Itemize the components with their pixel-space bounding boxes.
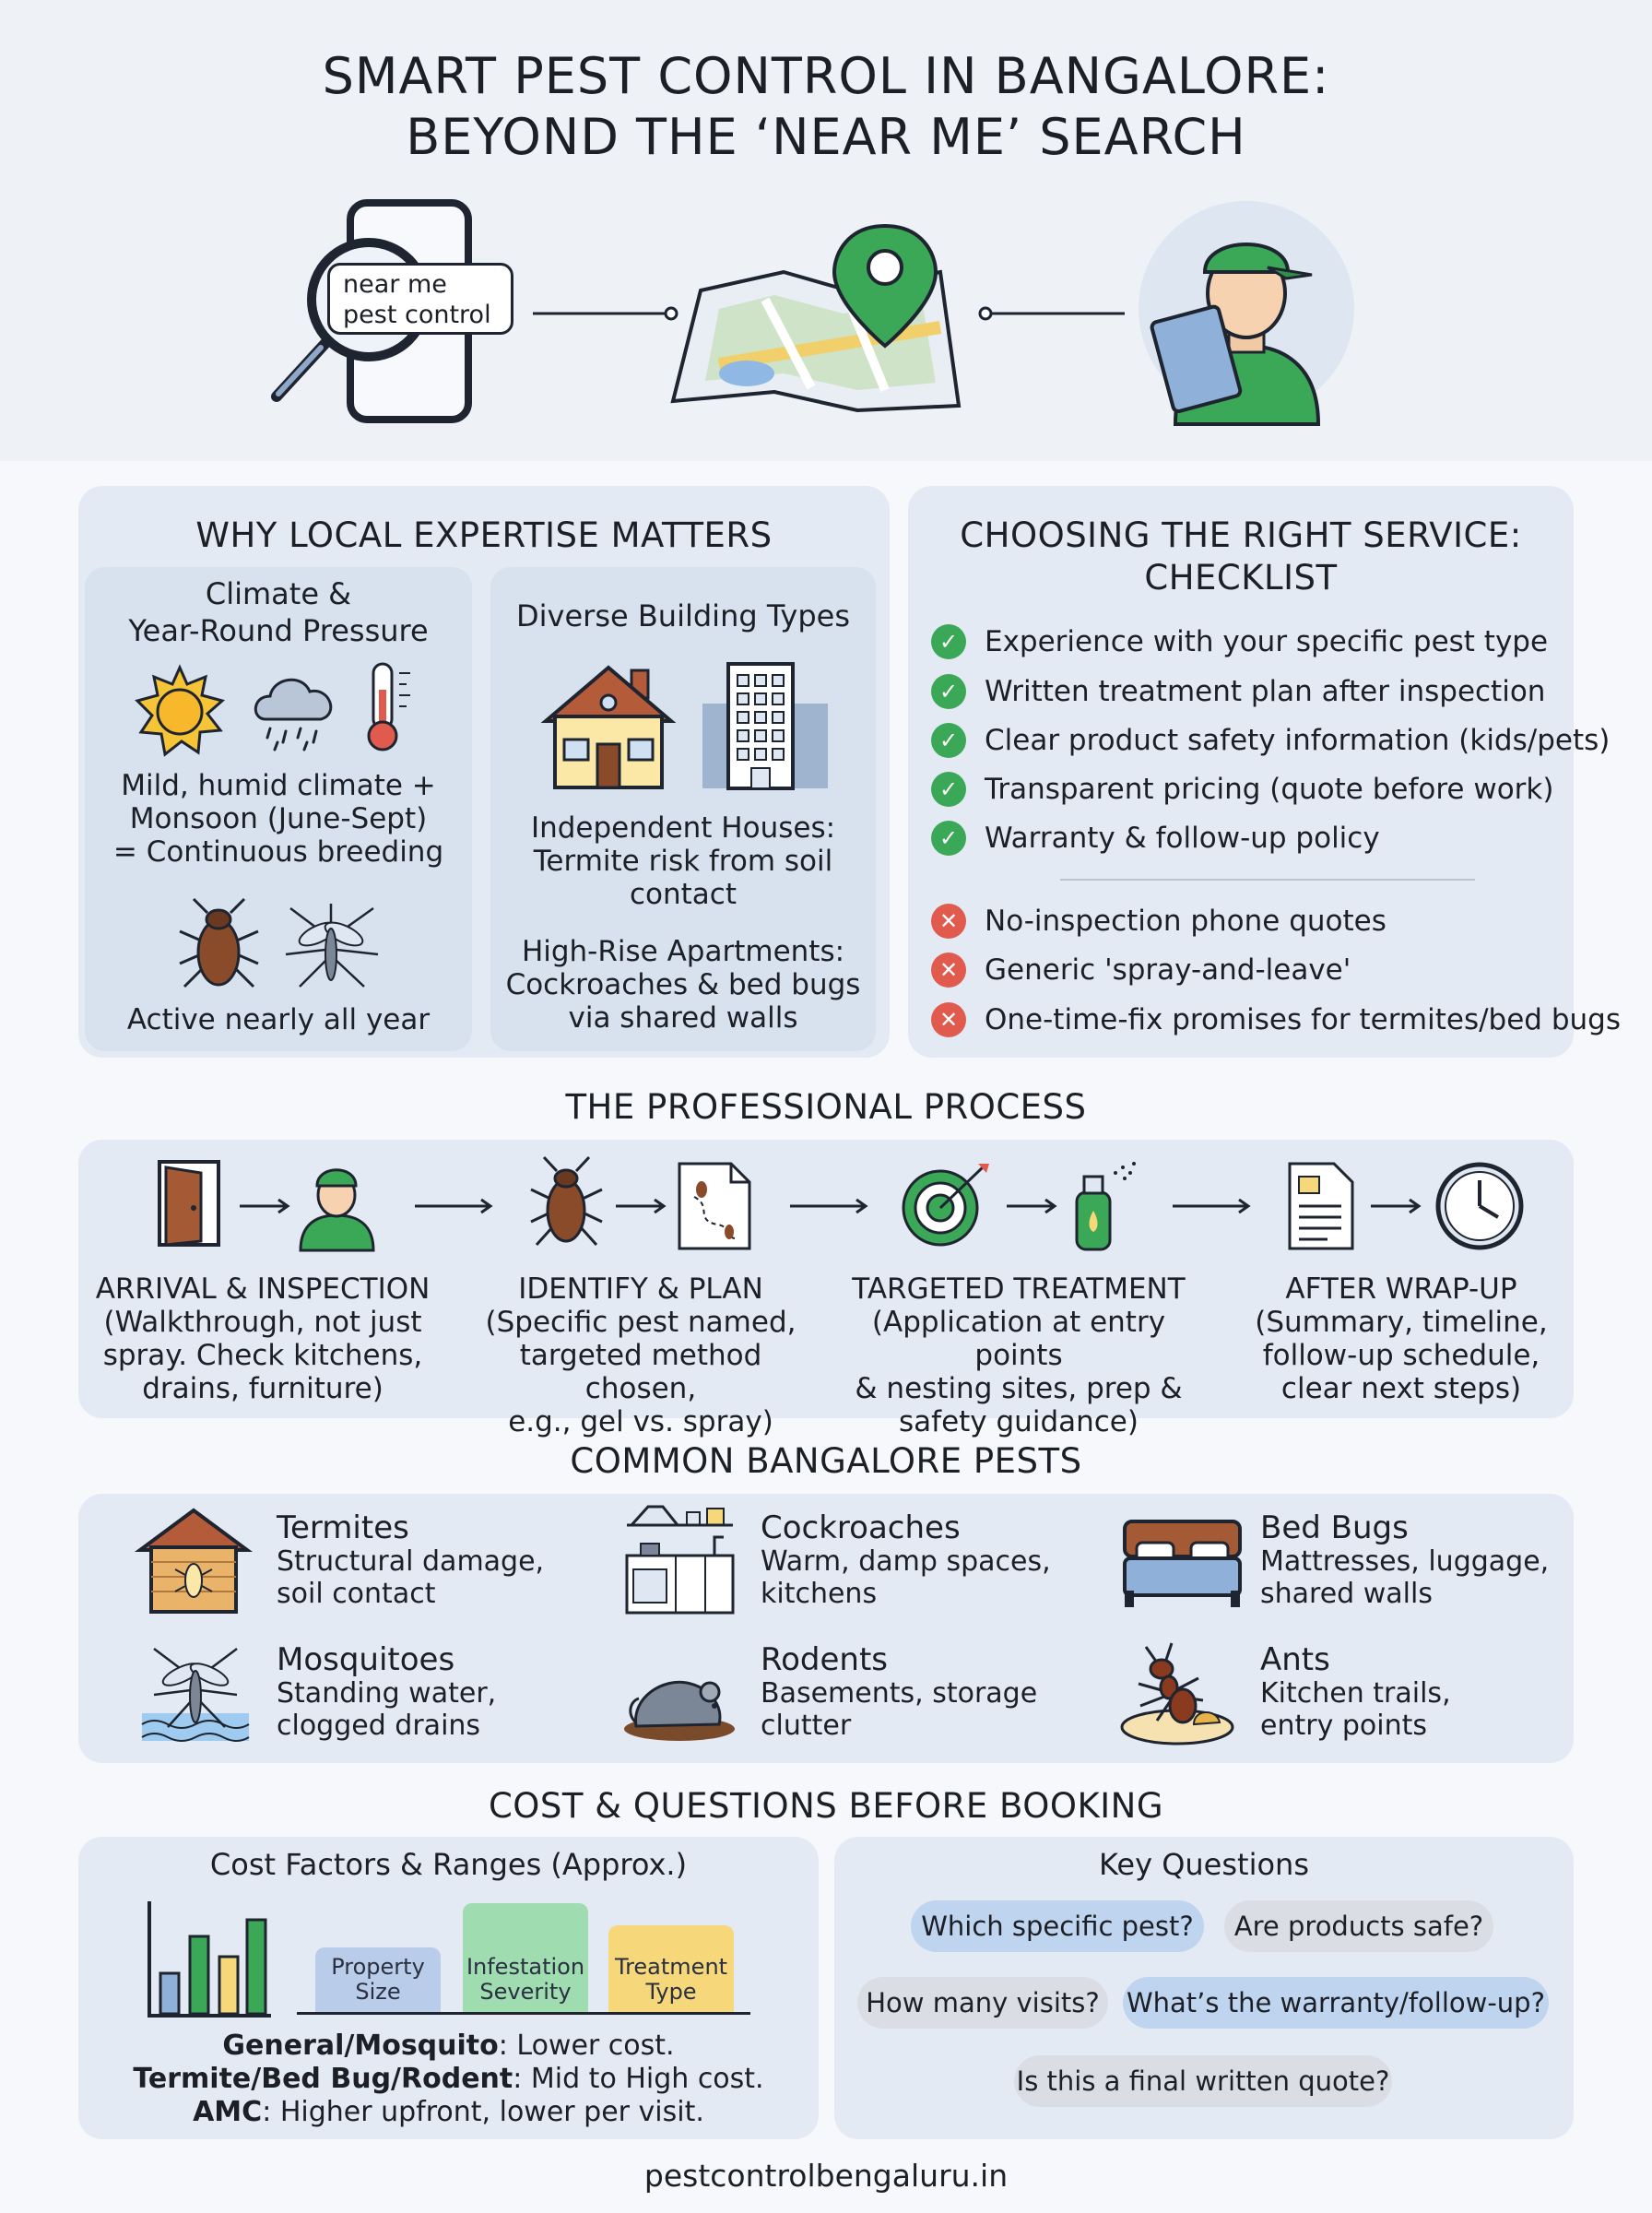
pest-desc-line: clutter: [761, 1710, 852, 1742]
pest-name: Cockroaches: [761, 1509, 961, 1546]
cost-factor-label: Severity: [479, 1979, 572, 2005]
question-bubble-warranty: What’s the warranty/follow-up?: [1123, 1977, 1549, 2029]
mosquito-water-icon: [140, 1639, 251, 1748]
checklist-heading-line-1: CHOOSING THE RIGHT SERVICE:: [960, 515, 1522, 555]
pest-desc-line: entry points: [1260, 1710, 1427, 1742]
step-title: TARGETED TREATMENT: [852, 1272, 1186, 1306]
cost-range-value: : Lower cost.: [498, 2030, 675, 2062]
local-expertise-heading: WHY LOCAL EXPERTISE MATTERS: [195, 515, 773, 555]
cockroach-process-icon: [527, 1157, 606, 1249]
cost-heading: COST & QUESTIONS BEFORE BOOKING: [488, 1786, 1164, 1826]
step-desc-line: (Summary, timeline,: [1255, 1306, 1548, 1339]
pest-desc-line: Kitchen trails,: [1260, 1677, 1451, 1710]
pest-desc-line: Standing water,: [277, 1677, 497, 1710]
checklist-bad-label: Generic 'spray-and-leave': [985, 953, 1351, 987]
arrow-long-icon: [788, 1197, 871, 1215]
question-bubble-safety: Are products safe?: [1224, 1900, 1493, 1952]
cost-range-category: General/Mosquito: [222, 2030, 499, 2062]
climate-title-line-2: Year-Round Pressure: [128, 613, 429, 648]
step-title: IDENTIFY & PLAN: [518, 1272, 763, 1306]
plan-document-icon: [676, 1160, 754, 1252]
apts-desc-line-2: Cockroaches & bed bugs: [505, 968, 861, 1001]
checklist-bad-label: One-time-fix promises for termites/bed bugs: [985, 1003, 1621, 1036]
checklist-heading: [908, 515, 1574, 599]
climate-desc-line-3: = Continuous breeding: [112, 835, 444, 869]
arrow-icon: [614, 1197, 669, 1215]
step-desc-line: safety guidance): [899, 1405, 1139, 1438]
climate-title: [85, 575, 472, 649]
arrow-icon: [1369, 1197, 1424, 1215]
cost-chart-baseline: [297, 2012, 750, 2015]
pest-desc-line: shared walls: [1260, 1578, 1433, 1610]
cost-range-category: AMC: [193, 2096, 263, 2128]
check-icon: ✓: [931, 821, 966, 856]
cost-range-category: Termite/Bed Bug/Rodent: [133, 2063, 513, 2095]
process-step-1: [88, 1272, 438, 1405]
connector-line-icon-2: [973, 304, 1129, 323]
pest-desc-line: Mattresses, luggage,: [1260, 1545, 1550, 1578]
step-desc-line: (Walkthrough, not just: [103, 1306, 422, 1339]
checklist-divider: [1060, 879, 1475, 881]
cross-icon: ✕: [931, 953, 966, 988]
cost-ranges: [78, 2030, 819, 2129]
pest-desc-line: Warm, damp spaces,: [761, 1545, 1051, 1578]
pest-name: Mosquitoes: [277, 1641, 455, 1678]
arrow-icon: [1005, 1197, 1060, 1215]
connector-line-icon: [533, 304, 680, 323]
thermometer-icon: [364, 662, 419, 754]
cockroach-icon: [175, 899, 263, 991]
question-bubble-quote: Is this a final written quote?: [1014, 2055, 1392, 2107]
target-icon: [899, 1162, 991, 1249]
search-bubble-line-1: near me: [343, 270, 447, 299]
checklist-good-item: [931, 623, 1548, 660]
cost-range-value: : Higher upfront, lower per visit.: [262, 2096, 704, 2128]
apts-desc-line-3: via shared walls: [568, 1001, 798, 1035]
process-step-3: [830, 1272, 1208, 1438]
check-icon: ✓: [931, 723, 966, 758]
checklist-good-label: Experience with your specific pest type: [985, 625, 1549, 658]
cost-factor-label: Infestation: [466, 1954, 585, 1980]
check-icon: ✓: [931, 772, 966, 807]
footer-url[interactable]: pestcontrolbengaluru.in: [643, 2158, 1009, 2194]
pest-name: Termites: [277, 1509, 409, 1546]
key-questions-title: Key Questions: [1099, 1847, 1309, 1882]
rain-cloud-icon: [247, 669, 344, 751]
step-desc-line: targeted method chosen,: [519, 1339, 762, 1405]
search-bubble-line-2: pest control: [343, 301, 491, 329]
houses-desc-line-1: Independent Houses:: [530, 811, 836, 845]
check-icon: ✓: [931, 624, 966, 659]
question-bubble-visits: How many visits?: [857, 1977, 1108, 2029]
process-heading: THE PROFESSIONAL PROCESS: [565, 1087, 1087, 1127]
pest-item-rodents: [761, 1642, 1092, 1742]
checklist-good-label: Clear product safety information (kids/pets): [985, 724, 1611, 757]
step-title: ARRIVAL & INSPECTION: [95, 1272, 431, 1306]
pest-item-cockroaches: [761, 1510, 1092, 1610]
climate-desc-line-1: Mild, humid climate +: [121, 769, 436, 802]
apartment-icon: [701, 662, 830, 791]
checklist-good-label: Transparent pricing (quote before work): [985, 773, 1554, 806]
map-pin-icon: [664, 226, 968, 415]
cost-range-line-2: [78, 2063, 819, 2096]
step-desc-line: & nesting sites, prep &: [855, 1372, 1183, 1405]
check-icon: ✓: [931, 674, 966, 709]
ant-icon: [1120, 1639, 1235, 1746]
pest-desc-line: soil contact: [277, 1578, 436, 1610]
step-desc-line: (Application at entry points: [871, 1306, 1166, 1372]
summary-document-icon: [1286, 1160, 1355, 1252]
technician-icon: [1139, 194, 1355, 424]
step-desc-line: drains, furniture): [142, 1372, 384, 1405]
cross-icon: ✕: [931, 1002, 966, 1037]
house-icon: [544, 666, 673, 790]
arrow-long-icon: [413, 1197, 496, 1215]
cost-range-value: : Mid to High cost.: [513, 2063, 764, 2095]
cost-factor-label: Property: [331, 1954, 425, 1980]
pest-item-mosquitoes: [277, 1642, 581, 1742]
pest-desc-line: Basements, storage: [761, 1677, 1038, 1710]
climate-description: [85, 769, 472, 869]
checklist-good-item: [931, 771, 1553, 808]
sun-icon: [134, 666, 226, 758]
title-line-2: BEYOND THE ‘NEAR ME’ SEARCH: [406, 108, 1246, 166]
title-line-1: SMART PEST CONTROL IN BANGALORE:: [322, 47, 1330, 105]
apts-desc-line-1: High-Rise Apartments:: [521, 935, 845, 968]
spray-bottle-icon: [1069, 1160, 1139, 1252]
checklist-good-item: [931, 820, 1380, 857]
cost-factor-label: Type: [645, 1979, 697, 2005]
pest-name: Bed Bugs: [1260, 1509, 1409, 1546]
pest-desc-line: clogged drains: [277, 1710, 481, 1742]
checklist-bad-item: [931, 952, 1351, 988]
cost-factor-property-size: [315, 1947, 441, 2012]
pests-heading: COMMON BANGALORE PESTS: [570, 1441, 1082, 1481]
checklist-bad-item: [931, 1001, 1621, 1038]
houses-desc-line-3: contact: [629, 878, 737, 911]
cost-factor-treatment-type: [608, 1925, 734, 2012]
cost-factors-title: Cost Factors & Ranges (Approx.): [209, 1847, 688, 1882]
process-step-4: [1226, 1272, 1576, 1405]
pest-item-bed-bugs: [1260, 1510, 1564, 1610]
pest-name: Ants: [1260, 1641, 1330, 1678]
clock-icon: [1434, 1160, 1526, 1252]
checklist-good-label: Written treatment plan after inspection: [985, 675, 1546, 708]
checklist-good-label: Warranty & follow-up policy: [985, 822, 1380, 855]
pest-item-ants: [1260, 1642, 1564, 1742]
climate-footer: Active nearly all year: [126, 1003, 431, 1036]
bar-chart-icon: [146, 1899, 275, 2019]
step-desc-line: e.g., gel vs. spray): [508, 1405, 773, 1438]
arrow-icon: [238, 1197, 293, 1215]
bed-icon: [1120, 1517, 1245, 1609]
pest-name: Rodents: [761, 1641, 888, 1678]
step-desc-line: clear next steps): [1280, 1372, 1522, 1405]
cost-factor-label: Size: [355, 1979, 401, 2005]
climate-title-line-1: Climate &: [205, 576, 352, 611]
technician-small-icon: [293, 1160, 381, 1252]
door-icon: [155, 1160, 224, 1248]
climate-desc-line-2: Monsoon (June-Sept): [129, 802, 428, 835]
question-bubble-pest: Which specific pest?: [911, 1900, 1204, 1952]
step-desc-line: follow-up schedule,: [1262, 1339, 1540, 1372]
page-title: [0, 46, 1652, 168]
houses-desc-line-2: Termite risk from soil: [533, 845, 833, 878]
pest-desc-line: kitchens: [761, 1578, 878, 1610]
cost-range-line-1: [78, 2030, 819, 2063]
apartments-description: [490, 935, 876, 1035]
checklist-good-item: [931, 673, 1545, 710]
mosquito-icon: [281, 899, 383, 991]
termite-house-icon: [138, 1509, 249, 1615]
cross-icon: ✕: [931, 904, 966, 939]
checklist-bad-item: [931, 903, 1386, 940]
kitchen-icon: [622, 1505, 738, 1617]
step-title: AFTER WRAP-UP: [1285, 1272, 1517, 1306]
cost-factor-label: Treatment: [614, 1954, 728, 1980]
rat-icon: [622, 1651, 738, 1743]
checklist-heading-line-2: CHECKLIST: [1144, 558, 1338, 598]
cost-factor-infestation-severity: [463, 1903, 588, 2012]
process-step-2: [466, 1272, 816, 1438]
cost-range-line-3: [78, 2096, 819, 2129]
search-bubble: [327, 263, 513, 335]
checklist-bad-label: No-inspection phone quotes: [985, 905, 1386, 938]
checklist-good-item: [931, 722, 1610, 759]
houses-description: [490, 811, 876, 911]
arrow-long-icon: [1171, 1197, 1254, 1215]
buildings-title: Diverse Building Types: [516, 598, 850, 633]
step-desc-line: spray. Check kitchens,: [102, 1339, 423, 1372]
pest-desc-line: Structural damage,: [277, 1545, 545, 1578]
pest-item-termites: [277, 1510, 581, 1610]
step-desc-line: (Specific pest named,: [485, 1306, 796, 1339]
